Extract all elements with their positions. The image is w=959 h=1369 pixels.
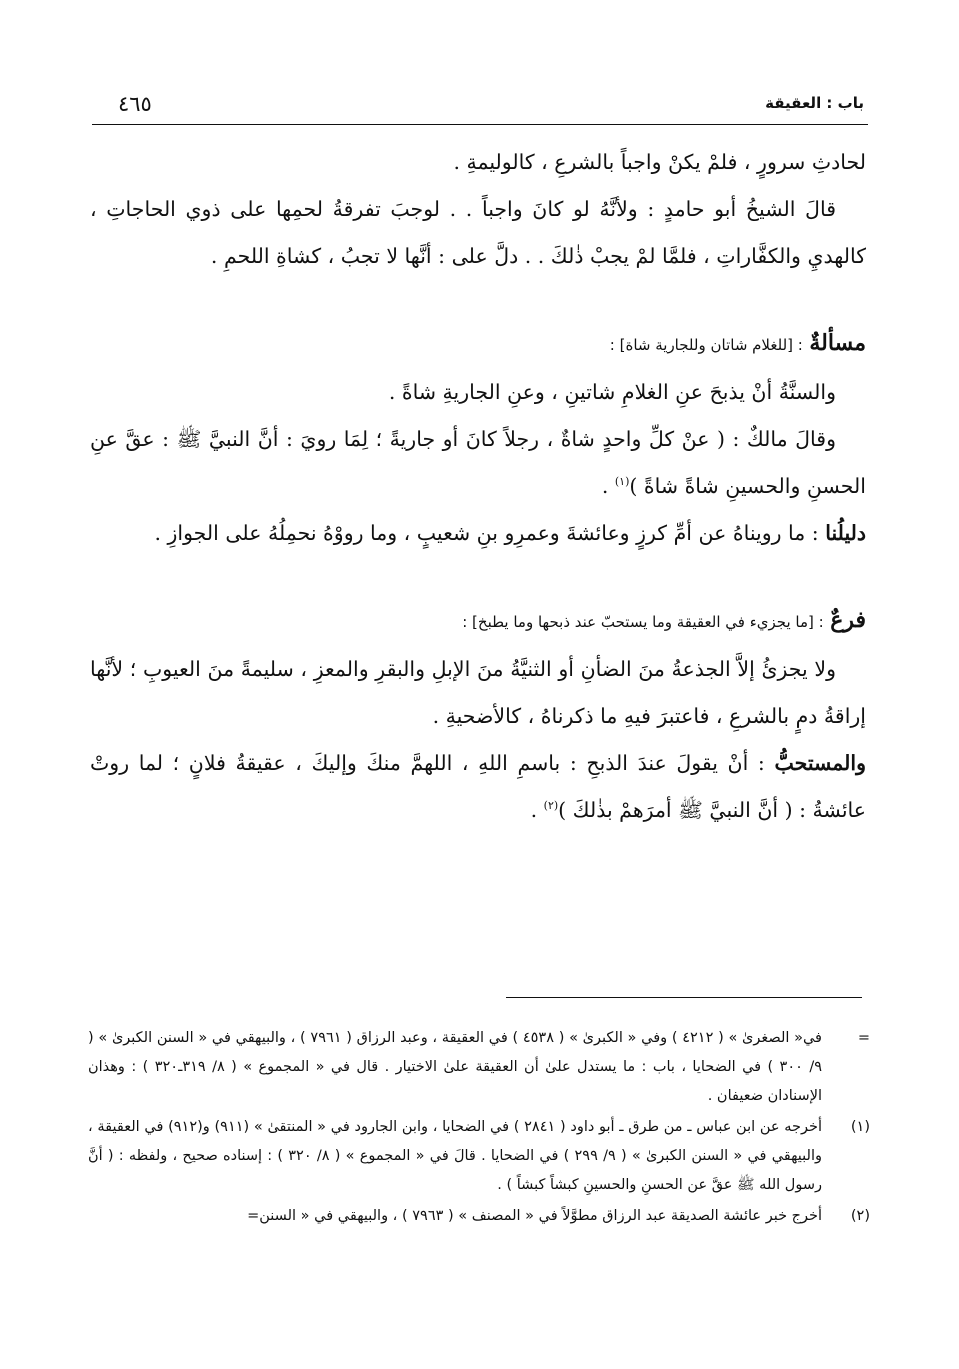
paragraph: لحادثِ سرورٍ ، فلمْ يكنْ واجباً بالشرعِ ، كالوليمةِ . bbox=[453, 150, 866, 174]
footnote bbox=[88, 1024, 870, 1111]
masala-title: : [للغلام شاتان وللجارية شاة] : bbox=[609, 336, 803, 354]
footnotes bbox=[88, 1024, 870, 1233]
footnote bbox=[88, 1202, 870, 1231]
running-title: باب : العقيقة bbox=[765, 94, 864, 112]
footnote-text: أخرج خبر عائشة الصديقة عبد الرزاق مطوَّلاً في « المصنف » ( ٧٩٦٣ ) ، والبيهقي في « السنن= bbox=[247, 1208, 822, 1224]
footnote-rule bbox=[506, 997, 862, 998]
footnote-mark: = bbox=[857, 1030, 870, 1046]
far-heading bbox=[90, 597, 866, 646]
paragraph: ولا يجزئُ إلاَّ الجذعةُ منَ الضأنِ أو الثنيَّةُ منَ الإبلِ والبقرِ والمعزِ ، سليمةً منَ العيوبِ ؛ لأنَّها إراقةُ دمٍ بالشرعِ ، فاعتبرَ فيهِ ما ذكرناهُ ، كالأضحيةِ . bbox=[90, 657, 866, 728]
dalil-label: دليلُنا bbox=[825, 521, 866, 545]
footnote bbox=[88, 1113, 870, 1200]
footnote-mark: (٢) bbox=[850, 1208, 870, 1224]
paragraph: قالَ الشيخُ أبو حامدٍ : ولأنَّهُ لو كانَ واجباً . . لوجبَ تفرقةُ لحمِها على ذوي الحاجاتِ ، كالهديِ والكفَّاراتِ ، فلمَّا لمْ يجبْ ذٰلكَ . . دلَّ على : أنَّها لا تجبُ ، كشاةِ اللحمِ . bbox=[90, 197, 866, 268]
far-label: فرعٌ bbox=[830, 607, 866, 633]
paragraph: وقالَ مالكٌ : ( عنْ كلِّ واحدٍ شاةٌ ، رجلاً كانَ أو جاريةً ؛ لِمَا رويَ : أنَّ النبيَّ ﷺ : عقَّ عنِ الحسنِ والحسينِ شاةً شاةً )$^{(١)}$ . bbox=[90, 427, 866, 498]
mustahab-label: والمستحبُّ bbox=[774, 751, 866, 775]
paragraph: والمستحبُّ : أنْ يقولَ عندَ الذبحِ : باسمِ اللهِ ، اللهمَّ منكَ وإليكَ ، عقيقةُ فلانٍ ؛ لما روتْ عائشةُ : ( أنَّ النبيَّ ﷺ أمرَهمْ بذٰلكَ )$^{(٢)}$ . bbox=[90, 751, 866, 822]
footnote-mark: (١) bbox=[850, 1119, 870, 1135]
footnote-text: في« الصغرىٰ » ( ٤٢١٢ ) وفي « الكبرىٰ » ( ٤٥٣٨ ) في العقيقة ، وعبد الرزاق ( ٧٩٦١ ) ، والبيهقي في « السنن الكبرىٰ » ( ٩/ ٣٠٠ ) في الضحايا ، باب : ما يستدل علىٰ أن العقيقة علىٰ الاختيار . قال في « المجموع » ( ٨/ ٣١٩ـ٣٢٠ ) : وهذان الإسنادان ضعيفان . bbox=[88, 1030, 823, 1104]
header-rule bbox=[92, 124, 868, 125]
page-header bbox=[92, 88, 868, 128]
paragraph: دليلُنا : ما رويناهُ عن أمِّ كرزٍ وعائشةَ وعمرِو بنِ شعيبٍ ، وما رووْهُ نحمِلُهُ على الجوازِ . bbox=[154, 521, 866, 545]
masala-label: مسألةٌ bbox=[809, 330, 866, 356]
paragraph: والسنَّةُ أنْ يذبحَ عنِ الغلامِ شاتينِ ، وعنِ الجاريةِ شاةً . bbox=[388, 380, 836, 404]
footnote-text: أخرجه عن ابن عباس ـ من طرق ـ أبو داود ( ٢٨٤١ ) في الضحايا ، وابن الجارود في « المنتقىٰ » (٩١١) و(٩١٢) في العقيقة ، والبيهقي في « السنن الكبرىٰ » ( ٩/ ٢٩٩ ) في الضحايا . قالَ في « المجموع » ( ٨/ ٣٢٠ ) : إسناده صحيح ، ولفظه : ( أنَّ رسول الله ﷺ عقَّ عن الحسنِ والحسينِ كبشاً كبشاً ) . bbox=[88, 1119, 822, 1193]
footnote-ref: (٢) bbox=[543, 799, 559, 813]
section-gap bbox=[90, 557, 866, 597]
masala-heading bbox=[90, 320, 866, 369]
main-text bbox=[90, 139, 866, 834]
far-title: : [ما يجزيء في العقيقة وما يستحبّ عند ذبحها وما يطبخ] : bbox=[462, 613, 824, 631]
page-number: ٤٦٥ bbox=[118, 92, 152, 116]
footnote-ref: (١) bbox=[614, 475, 630, 489]
section-gap bbox=[90, 280, 866, 320]
